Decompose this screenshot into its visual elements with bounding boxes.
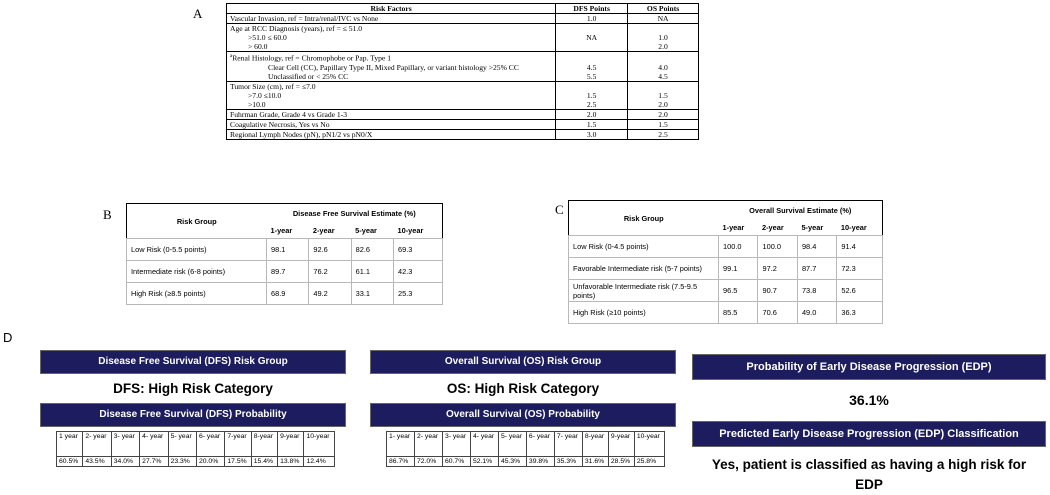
value-cell: 99.1: [719, 258, 758, 280]
fuhrman-os: 2.0: [628, 109, 699, 119]
age-os1: 1.0: [658, 33, 668, 42]
probability-value: 27.7%: [140, 457, 168, 467]
probability-value: 15.4%: [251, 457, 277, 467]
year-header: 5-year: [351, 222, 393, 239]
table-row: [127, 283, 443, 305]
probability-value: 72.0%: [414, 457, 442, 467]
edp-probability-banner: Probability of Early Disease Progression (EDP): [692, 354, 1046, 380]
risk-group-header: Risk Group: [623, 213, 664, 223]
probability-value: 60.5%: [57, 457, 83, 467]
os-risk-group-banner: Overall Survival (OS) Risk Group: [370, 350, 676, 374]
os-estimate-table: [568, 200, 883, 324]
probability-year-label: 9-year: [608, 432, 634, 457]
probability-year-label: 7-year: [225, 432, 251, 457]
tumor-dfs1: 1.5: [586, 90, 597, 100]
probability-year-label: 8-year: [582, 432, 608, 457]
table-row: [227, 129, 699, 139]
probability-year-label: 1- year: [387, 432, 415, 457]
probability-year-label: 6- year: [196, 432, 224, 457]
table-row: [227, 52, 699, 82]
risk-group-cell: Low Risk (0-5.5 points): [127, 239, 267, 261]
dfs-estimate-title: Disease Free Survival Estimate (%): [292, 208, 416, 218]
edp-classification-text: [692, 455, 1046, 495]
table-row: [227, 119, 699, 129]
table-row: [227, 14, 699, 24]
fuhrman-label: Fuhrman Grade, Grade 4 vs Grade 1-3: [227, 109, 556, 119]
risk-factors-table: [226, 3, 699, 140]
probability-value: 13.8%: [278, 457, 304, 467]
probability-year-label: 1 year: [57, 432, 83, 457]
probability-value: 25.8%: [634, 457, 664, 467]
table-row: [569, 258, 883, 280]
risk-group-cell: Unfavorable Intermediate risk (7.5-9.5 points): [569, 280, 719, 302]
value-cell: 52.6: [837, 280, 883, 302]
table-row: [569, 280, 883, 302]
probability-year-label: 2- year: [83, 432, 111, 457]
probability-value: 39.8%: [526, 457, 554, 467]
table-row: [227, 109, 699, 119]
tumor-dfs2: 2.5: [586, 99, 597, 109]
table-row: [127, 261, 443, 283]
value-cell: 33.1: [351, 283, 393, 305]
dfs-probability-table: [56, 431, 335, 467]
age-sub2: > 60.0: [248, 42, 268, 51]
risk-group-header: Risk Group: [176, 216, 217, 226]
dfs-category-text: DFS: High Risk Category: [113, 381, 273, 396]
value-cell: 36.3: [837, 302, 883, 324]
os-category-text: OS: High Risk Category: [446, 381, 600, 396]
vascular-dfs: 1.0: [556, 14, 628, 24]
tumor-os1: 1.5: [658, 90, 668, 100]
value-cell: 87.7: [797, 258, 836, 280]
histology-sub2: Unclassified or < 25% CC: [268, 71, 349, 81]
value-cell: 69.3: [393, 239, 442, 261]
probability-year-label: 5- year: [498, 432, 526, 457]
nodes-dfs: 3.0: [556, 129, 628, 139]
histology-dfs2: 5.5: [586, 71, 597, 81]
os-probability-banner: Overall Survival (OS) Probability: [370, 403, 676, 427]
probability-year-label: 10-year: [304, 432, 335, 457]
value-cell: 42.3: [393, 261, 442, 283]
edp-classification-line2: EDP: [855, 477, 883, 492]
nodes-label: Regional Lymph Nodes (pN), pN1/2 vs pN0/X: [227, 129, 556, 139]
probability-year-label: 5- year: [168, 432, 196, 457]
value-cell: 73.8: [797, 280, 836, 302]
value-cell: 98.1: [267, 239, 309, 261]
value-cell: 72.3: [837, 258, 883, 280]
probability-year-label: 8-year: [251, 432, 277, 457]
probability-year-label: 10-year: [634, 432, 664, 457]
probability-year-label: 7- year: [554, 432, 582, 457]
risk-group-cell: High Risk (≥10 points): [569, 302, 719, 324]
probability-value: 43.5%: [83, 457, 111, 467]
tumor-sub2: >10.0: [248, 99, 266, 109]
tumor-sub1: >7.0 ≤10.0: [248, 90, 282, 100]
value-cell: 25.3: [393, 283, 442, 305]
value-cell: 76.2: [309, 261, 351, 283]
probability-value: 35.3%: [554, 457, 582, 467]
year-header: 2-year: [758, 219, 797, 236]
risk-group-cell: Favorable Intermediate risk (5-7 points): [569, 258, 719, 280]
probability-year-label: 3- year: [442, 432, 470, 457]
probability-value: 17.5%: [225, 457, 251, 467]
panel-letter-b: B: [103, 207, 112, 222]
value-cell: 91.4: [837, 236, 883, 258]
probability-value: 28.5%: [608, 457, 634, 467]
header-risk-factors: Risk Factors: [227, 4, 556, 14]
histology-os2: 4.5: [658, 71, 668, 81]
year-header: 2-year: [309, 222, 351, 239]
value-cell: 98.4: [797, 236, 836, 258]
value-cell: 100.0: [719, 236, 758, 258]
risk-group-cell: Low Risk (0-4.5 points): [569, 236, 719, 258]
probability-value: 31.6%: [582, 457, 608, 467]
table-row: [569, 302, 883, 324]
tumor-os2: 2.0: [658, 99, 668, 109]
panel-letter-c: C: [555, 202, 564, 217]
risk-group-cell: Intermediate risk (6-8 points): [127, 261, 267, 283]
histology-label: Renal Histology, ref = Chromophobe or Pap. Type 1: [232, 53, 392, 63]
probability-year-label: 6- year: [526, 432, 554, 457]
probability-value: 12.4%: [304, 457, 335, 467]
age-os2: 2.0: [658, 42, 668, 51]
probability-value: 20.0%: [196, 457, 224, 467]
necrosis-dfs: 1.5: [556, 119, 628, 129]
age-label: Age at RCC Diagnosis (years), ref = ≤ 51.0: [230, 24, 363, 33]
dfs-probability-banner: Disease Free Survival (DFS) Probability: [40, 403, 346, 427]
value-cell: 90.7: [758, 280, 797, 302]
value-cell: 70.6: [758, 302, 797, 324]
probability-year-label: 2- year: [414, 432, 442, 457]
value-cell: 49.2: [309, 283, 351, 305]
tumor-label: Tumor Size (cm), ref = ≤7.0: [230, 81, 316, 91]
probability-value: 23.3%: [168, 457, 196, 467]
age-dfs: NA: [556, 24, 628, 52]
dfs-risk-group-banner: Disease Free Survival (DFS) Risk Group: [40, 350, 346, 374]
edp-classification-line1: Yes, patient is classified as having a high risk for: [711, 457, 1027, 472]
header-dfs-points: DFS Points: [556, 4, 628, 14]
year-header: 10-year: [393, 222, 442, 239]
probability-value: 60.7%: [442, 457, 470, 467]
value-cell: 68.9: [267, 283, 309, 305]
year-header: 1-year: [719, 219, 758, 236]
nodes-os: 2.5: [628, 129, 699, 139]
edp-probability-value: 36.1%: [849, 392, 889, 408]
year-header: 5-year: [797, 219, 836, 236]
age-sub1: >51.0 ≤ 60.0: [248, 33, 287, 42]
probability-year-label: 3- year: [111, 432, 139, 457]
table-row: [127, 239, 443, 261]
probability-year-label: 9-year: [278, 432, 304, 457]
probability-value: 86.7%: [387, 457, 415, 467]
risk-group-cell: High Risk (≥8.5 points): [127, 283, 267, 305]
value-cell: 97.2: [758, 258, 797, 280]
vascular-label: Vascular Invasion, ref = Intra/renal/IVC vs None: [227, 14, 556, 24]
vascular-os: NA: [628, 14, 699, 24]
histology-footnote-mark: a: [230, 54, 233, 59]
header-os-points: OS Points: [628, 4, 699, 14]
value-cell: 96.5: [719, 280, 758, 302]
dfs-estimate-table: [126, 203, 443, 305]
os-estimate-title: Overall Survival Estimate (%): [749, 205, 852, 215]
year-header: 10-year: [837, 219, 883, 236]
value-cell: 92.6: [309, 239, 351, 261]
panel-letter-d: D: [3, 330, 13, 345]
table-row: [569, 236, 883, 258]
necrosis-os: 1.5: [628, 119, 699, 129]
panel-letter-a: A: [193, 6, 203, 21]
probability-year-label: 4- year: [470, 432, 498, 457]
histology-os1: 4.0: [658, 62, 668, 72]
value-cell: 61.1: [351, 261, 393, 283]
value-cell: 89.7: [267, 261, 309, 283]
probability-year-label: 4- year: [140, 432, 168, 457]
value-cell: 100.0: [758, 236, 797, 258]
value-cell: 82.6: [351, 239, 393, 261]
table-row: [227, 81, 699, 109]
value-cell: 85.5: [719, 302, 758, 324]
probability-value: 52.1%: [470, 457, 498, 467]
histology-dfs1: 4.5: [586, 62, 597, 72]
os-probability-table: [386, 431, 665, 467]
probability-value: 34.0%: [111, 457, 139, 467]
fuhrman-dfs: 2.0: [556, 109, 628, 119]
table-row: [227, 24, 699, 52]
edp-classification-banner: Predicted Early Disease Progression (EDP) Classification: [692, 421, 1046, 447]
year-header: 1-year: [267, 222, 309, 239]
histology-sub1: Clear Cell (CC), Papillary Type II, Mixed Papillary, or variant histology >25% CC: [268, 62, 519, 72]
value-cell: 49.0: [797, 302, 836, 324]
necrosis-label: Coagulative Necrosis, Yes vs No: [227, 119, 556, 129]
probability-value: 45.3%: [498, 457, 526, 467]
